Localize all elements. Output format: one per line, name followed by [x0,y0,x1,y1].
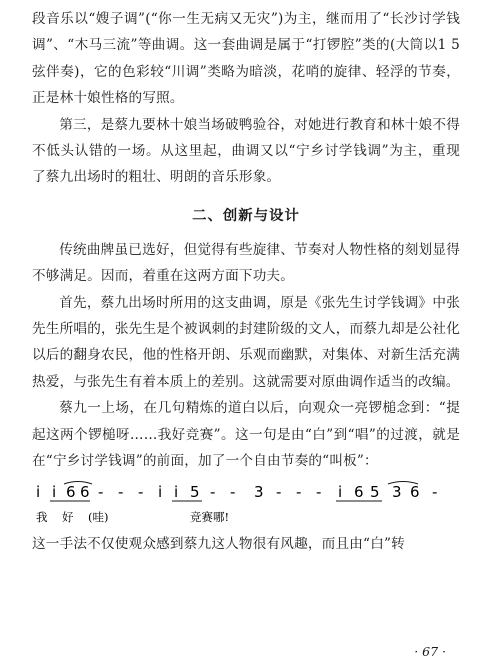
jianpu-note: - [98,482,104,501]
paragraph-intro: 传统曲牌虽已选好，但觉得有些旋律、节奏对人物性格的刻划显得不够满足。因而，着重在这两方面下功夫。 [32,241,460,285]
jianpu-note: - [118,482,124,501]
jianpu-note: 6 [66,482,76,501]
jianpu-note: 6 [354,482,364,501]
paragraph-third-scene: 第三，是蔡九要林十娘当场破鸭验谷，对她进行教育和林十娘不得不低头认错的一场。从这里起，曲调又以“宁乡讨学钱调”为主，重现了蔡九出场时的粗壮、明朗的音乐形象。 [32,116,460,186]
jianpu-note: 6 [410,482,420,501]
jianpu-note: i [36,482,41,501]
jianpu-note: 5 [370,482,380,501]
jianpu-note: i [174,482,179,501]
jianpu-note: - [210,482,216,501]
jianpu-note: - [432,482,438,501]
jianpu-notation [32,479,460,527]
jianpu-note: 3 [254,482,264,501]
page-number: · 67 · [414,644,446,659]
paragraph-entrance: 蔡九一上场，在几句精炼的道白以后，向观众一亮锣槌念到：“提起这两个锣槌呀……我好竞赛”。这一句是由“白”到“唱”的过渡，就是在“宁乡讨学钱调”的前面，加了一个自由节奏的“叫板”： [32,400,460,470]
jianpu-note: - [230,482,236,501]
lyric-syllable: (哇) [88,509,109,524]
paragraph-first: 首先，蔡九出场时所用的这支曲调，原是《张先生讨学钱调》中张先生所唱的，张先生是个被讽刺的封建阶级的文人，而蔡九却是公社化以后的翻身农民，他的性格开朗、乐观而幽默，对集体、对新生活充满热爱，与张先生有着本质上的差别。这就需要对原曲调作适当的改编。 [32,294,460,390]
lyric-syllable: 我 [36,509,48,524]
jianpu-note: - [276,482,282,501]
jianpu-note: i [158,482,163,501]
jianpu-note: - [316,482,322,501]
jianpu-note: - [138,482,144,501]
jianpu-note: i [338,482,343,501]
jianpu-note: 6 [80,482,90,501]
section-heading: 二、创新与设计 [192,207,300,224]
jianpu-note: i [52,482,57,501]
lyric-syllable: 竞赛哪! [190,509,230,524]
jianpu-note: 5 [190,482,200,501]
paragraph-last: 这一手法不仅使观众感到蔡九这人物很有风趣，而且由“白”转 [32,535,405,552]
jianpu-note: 3 [392,482,402,501]
lyric-syllable: 好 [62,509,74,524]
jianpu-note: - [296,482,302,501]
paragraph-continued: 段音乐以“嫂子调”(“你一生无病又无灾”)为主，继而用了“长沙讨学钱调”、“木马三流”等曲调。这一套曲调是属于“打锣腔”类的(大筒以1 5弦伴奏)，它的色彩较“川调”类略为暗淡，花哨的旋律、轻浮的节奏，正是林十娘性格的写照。 [32,11,460,107]
